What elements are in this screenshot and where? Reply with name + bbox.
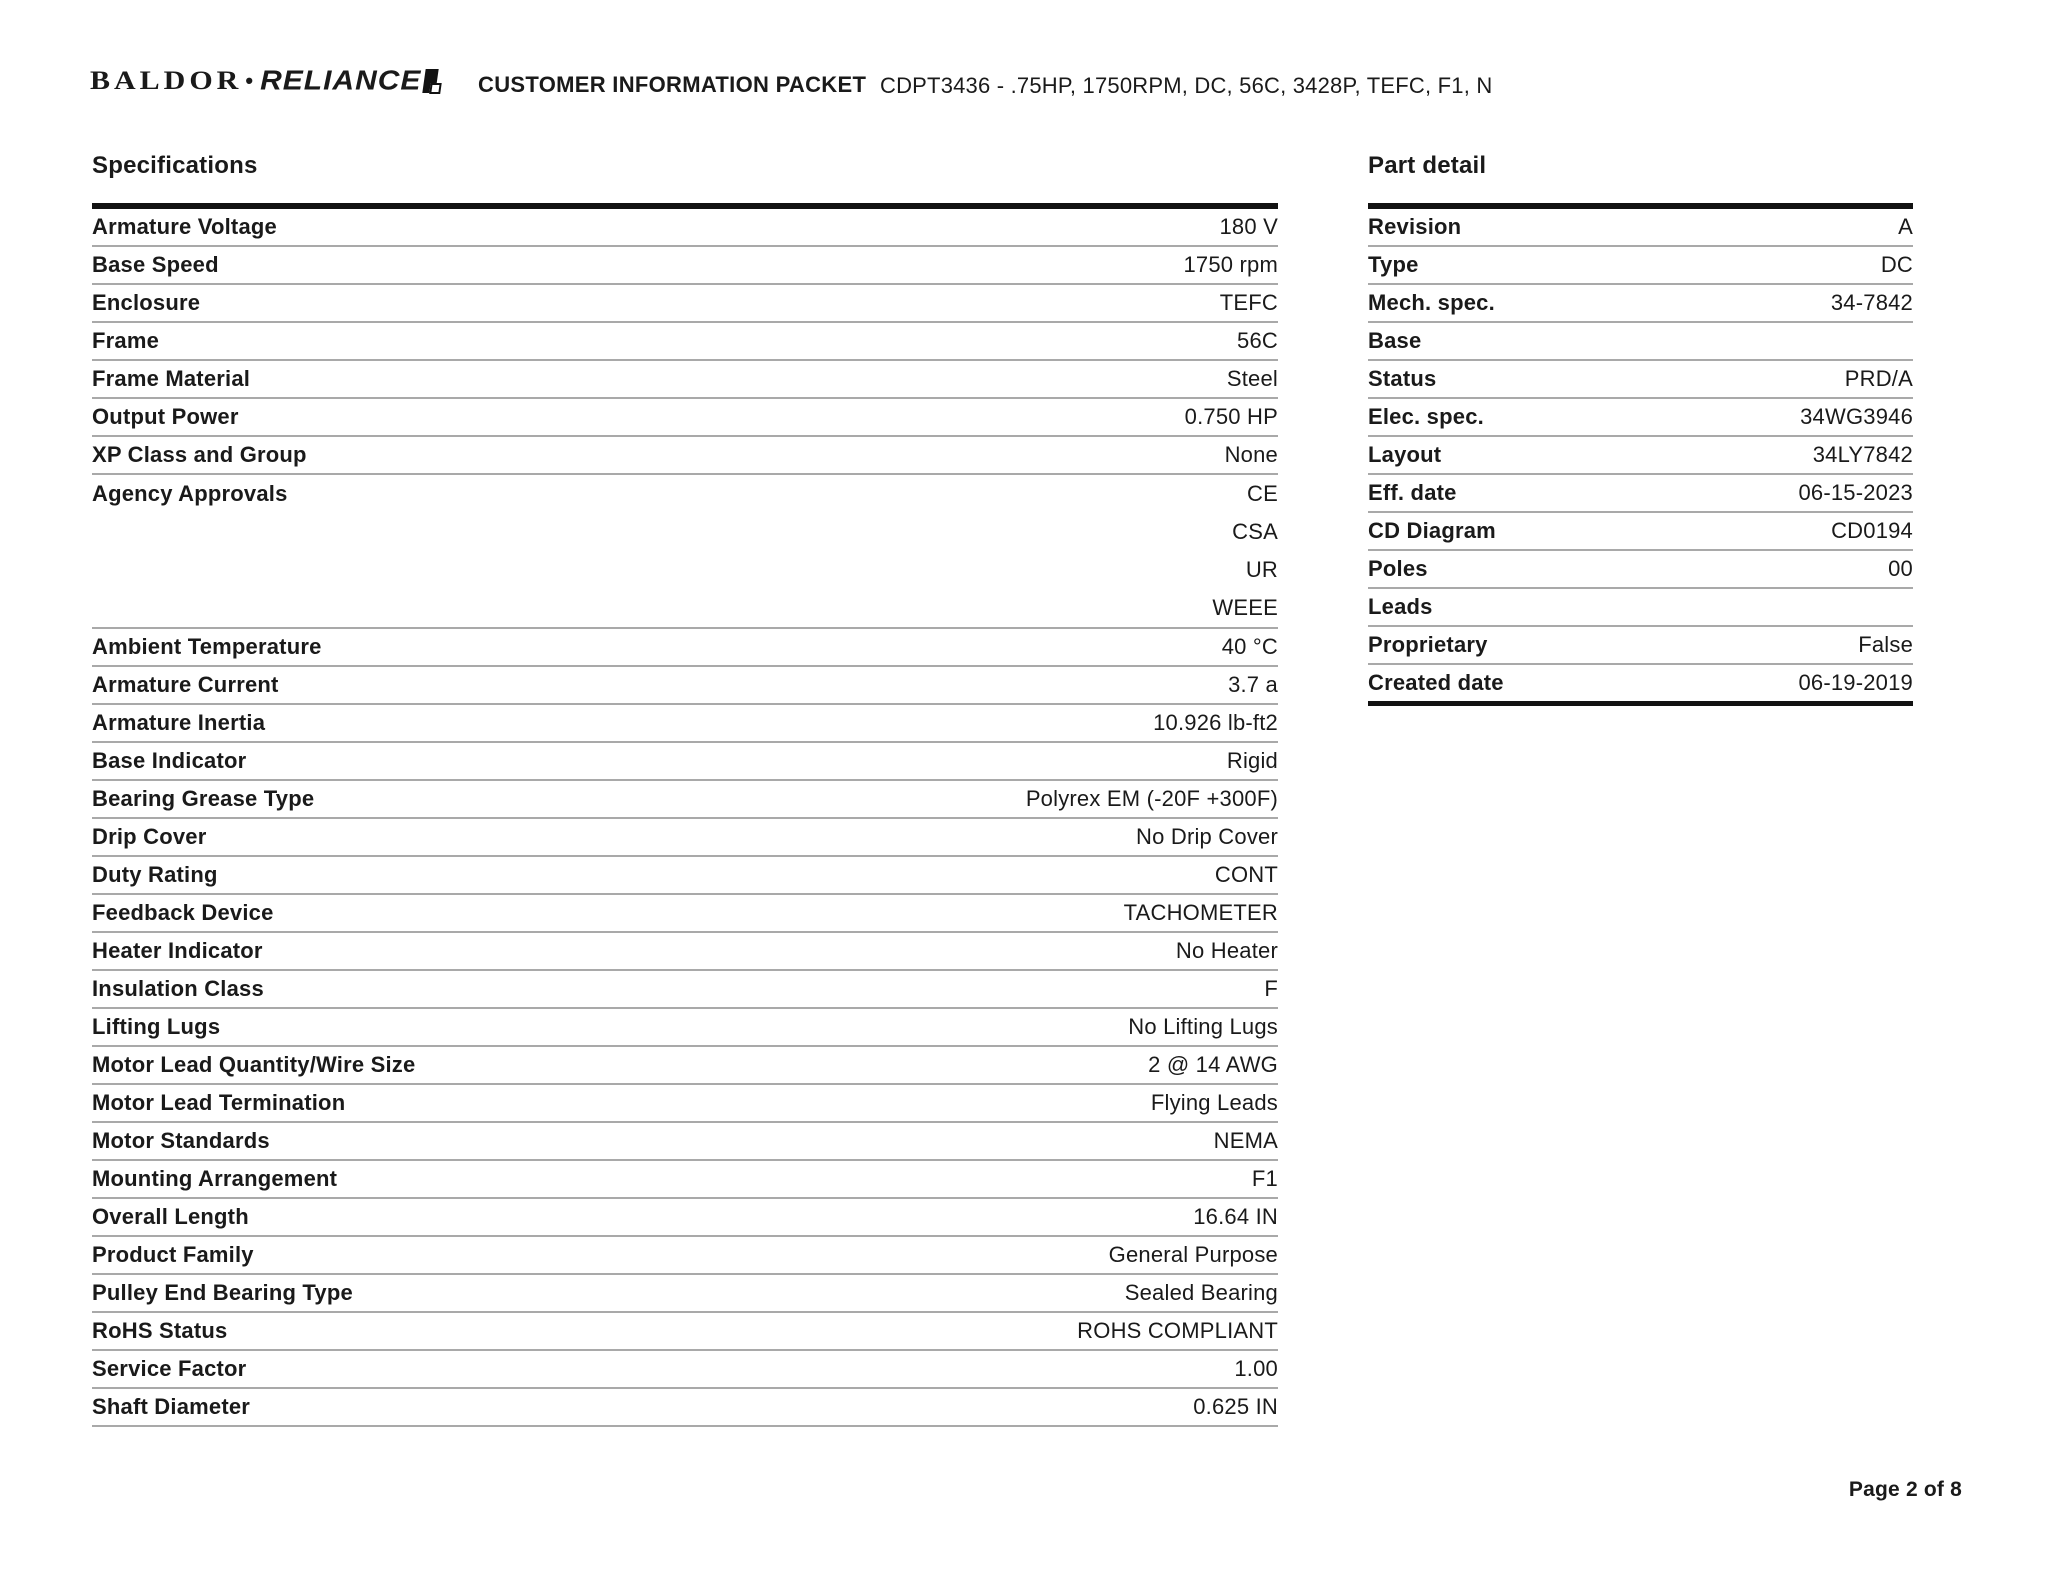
- spec-row-value: 56C: [1237, 328, 1278, 353]
- spec-row-value: TACHOMETER: [1123, 900, 1278, 925]
- part-row-value: 06-19-2019: [1798, 670, 1913, 695]
- spec-row-value: 40 °C: [1221, 634, 1278, 659]
- spec-row: [92, 857, 1278, 895]
- part-row: [1368, 247, 1913, 285]
- part-row: [1368, 627, 1913, 665]
- part-row: [1368, 399, 1913, 437]
- part-row-value: DC: [1880, 252, 1913, 277]
- spec-row-value: Polyrex EM (-20F +300F): [1025, 786, 1278, 811]
- spec-row: [92, 705, 1278, 743]
- document-title: CUSTOMER INFORMATION PACKET: [478, 72, 867, 97]
- spec-row-label: Agency Approvals: [92, 481, 288, 506]
- part-row-value: 34WG3946: [1800, 404, 1913, 429]
- spec-row: [92, 285, 1278, 323]
- part-row: [1368, 285, 1913, 323]
- spec-row: [92, 1313, 1278, 1351]
- spec-row: [92, 933, 1278, 971]
- baldor-reliance-logo: [90, 64, 437, 98]
- spec-row-value: 1.00: [1234, 1356, 1278, 1381]
- spec-row-label: Shaft Diameter: [92, 1394, 251, 1419]
- spec-row-value: 10.926 lb-ft2: [1153, 710, 1278, 735]
- spec-row-value: 0.625 IN: [1193, 1394, 1278, 1419]
- part-row-label: Leads: [1368, 594, 1433, 619]
- part-row-label: Created date: [1368, 670, 1504, 695]
- spec-row-label: Duty Rating: [92, 862, 218, 887]
- part-row: [1368, 323, 1913, 361]
- part-row-label: Poles: [1368, 556, 1428, 581]
- part-row-value: CD0194: [1831, 518, 1913, 543]
- spec-row-label: Armature Voltage: [92, 214, 277, 239]
- spec-row-value: Steel: [1226, 366, 1278, 391]
- spec-row-value: General Purpose: [1108, 1242, 1278, 1267]
- spec-row: [92, 629, 1278, 667]
- spec-row-value: CE CSA UR WEEE: [1212, 481, 1278, 620]
- part-row-label: Base: [1368, 328, 1422, 353]
- spec-row-value: 180 V: [1219, 214, 1278, 239]
- part-row: [1368, 437, 1913, 475]
- spec-row-label: Insulation Class: [92, 976, 264, 1001]
- part-row-value: 34LY7842: [1812, 442, 1913, 467]
- spec-row: [92, 1009, 1278, 1047]
- spec-row: [92, 1123, 1278, 1161]
- part-row-label: Type: [1368, 252, 1419, 277]
- spec-row-label: Motor Standards: [92, 1128, 270, 1153]
- spec-row-label: Service Factor: [92, 1356, 247, 1381]
- spec-row: [92, 895, 1278, 933]
- spec-row-value: ROHS COMPLIANT: [1077, 1318, 1278, 1343]
- spec-row: [92, 819, 1278, 857]
- spec-row-label: Frame Material: [92, 366, 251, 391]
- spec-row-label: Drip Cover: [92, 824, 207, 849]
- part-row: [1368, 589, 1913, 627]
- spec-row: [92, 1389, 1278, 1427]
- spec-row: [92, 323, 1278, 361]
- spec-row-label: Frame: [92, 328, 160, 353]
- spec-row: [92, 247, 1278, 285]
- part-row-label: Revision: [1368, 214, 1462, 239]
- trademark-icon: [423, 69, 439, 93]
- part-row: [1368, 209, 1913, 247]
- part-row-label: Eff. date: [1368, 480, 1457, 505]
- spec-row-label: Motor Lead Termination: [92, 1090, 346, 1115]
- spec-row-value: F1: [1251, 1166, 1278, 1191]
- spec-row-label: Heater Indicator: [92, 938, 263, 963]
- spec-row-value: 16.64 IN: [1193, 1204, 1278, 1229]
- part-row-value: 00: [1888, 556, 1913, 581]
- spec-row: [92, 475, 1278, 629]
- part-row-label: Mech. spec.: [1368, 290, 1495, 315]
- spec-row-value: No Heater: [1175, 938, 1278, 963]
- part-row: [1368, 513, 1913, 551]
- logo-separator-dot-icon: •: [245, 68, 254, 93]
- spec-row-value: Flying Leads: [1150, 1090, 1278, 1115]
- part-row-label: Status: [1368, 366, 1437, 391]
- part-row-value: 06-15-2023: [1798, 480, 1913, 505]
- spec-row-label: Armature Inertia: [92, 710, 266, 735]
- specifications-table: [92, 203, 1278, 1427]
- part-row-label: Proprietary: [1368, 632, 1488, 657]
- spec-row-label: RoHS Status: [92, 1318, 228, 1343]
- spec-row: [92, 1351, 1278, 1389]
- spec-row-value: No Drip Cover: [1136, 824, 1278, 849]
- spec-row-value: NEMA: [1213, 1128, 1278, 1153]
- logo-reliance-text: RELIANCE: [260, 65, 422, 96]
- specifications-section: [92, 152, 1278, 1427]
- spec-row-label: Ambient Temperature: [92, 634, 322, 659]
- part-row: [1368, 665, 1913, 701]
- spec-row: [92, 399, 1278, 437]
- spec-row-value: None: [1224, 442, 1278, 467]
- spec-row-label: Overall Length: [92, 1204, 249, 1229]
- spec-row-label: Product Family: [92, 1242, 254, 1267]
- part-row-label: Elec. spec.: [1368, 404, 1484, 429]
- spec-row: [92, 1047, 1278, 1085]
- spec-row-label: Base Indicator: [92, 748, 247, 773]
- part-row-label: CD Diagram: [1368, 518, 1496, 543]
- spec-row-label: Feedback Device: [92, 900, 274, 925]
- part-row: [1368, 361, 1913, 399]
- spec-row-label: Mounting Arrangement: [92, 1166, 338, 1191]
- part-detail-table: [1368, 203, 1913, 706]
- spec-row-value: 3.7 a: [1228, 672, 1278, 697]
- spec-row-label: Motor Lead Quantity/Wire Size: [92, 1052, 416, 1077]
- spec-row-value: F: [1264, 976, 1278, 1001]
- spec-row-value: Rigid: [1226, 748, 1278, 773]
- part-detail-section: [1368, 152, 1913, 706]
- document-model-subtitle: CDPT3436 - .75HP, 1750RPM, DC, 56C, 3428P, TEFC, F1, N: [880, 73, 1493, 98]
- spec-row-value: 0.750 HP: [1184, 404, 1278, 429]
- spec-row: [92, 437, 1278, 475]
- page-number: Page 2 of 8: [1848, 1478, 1962, 1501]
- part-row: [1368, 551, 1913, 589]
- spec-row-value: CONT: [1214, 862, 1278, 887]
- part-row-value: PRD/A: [1844, 366, 1913, 391]
- spec-row-value: 2 @ 14 AWG: [1148, 1052, 1278, 1077]
- spec-row: [92, 667, 1278, 705]
- logo-baldor-text: BALDOR: [90, 66, 243, 96]
- spec-row: [92, 1161, 1278, 1199]
- spec-row-value: 1750 rpm: [1183, 252, 1278, 277]
- spec-row: [92, 1275, 1278, 1313]
- part-row-label: Layout: [1368, 442, 1442, 467]
- part-detail-heading: Part detail: [1368, 152, 1487, 179]
- spec-row-label: Output Power: [92, 404, 239, 429]
- spec-row-value: TEFC: [1219, 290, 1278, 315]
- spec-row: [92, 209, 1278, 247]
- spec-row: [92, 743, 1278, 781]
- spec-row: [92, 781, 1278, 819]
- part-row-value: 34-7842: [1830, 290, 1913, 315]
- spec-row-value: Sealed Bearing: [1124, 1280, 1278, 1305]
- spec-row-label: Pulley End Bearing Type: [92, 1280, 353, 1305]
- spec-row: [92, 971, 1278, 1009]
- spec-row: [92, 361, 1278, 399]
- spec-row-label: XP Class and Group: [92, 442, 307, 467]
- spec-row: [92, 1085, 1278, 1123]
- specifications-heading: Specifications: [92, 152, 258, 179]
- spec-row-label: Base Speed: [92, 252, 219, 277]
- spec-row: [92, 1199, 1278, 1237]
- spec-row: [92, 1237, 1278, 1275]
- part-row: [1368, 475, 1913, 513]
- part-row-value: False: [1858, 632, 1913, 657]
- spec-row-value: No Lifting Lugs: [1128, 1014, 1278, 1039]
- spec-row-label: Enclosure: [92, 290, 201, 315]
- spec-row-label: Lifting Lugs: [92, 1014, 221, 1039]
- spec-row-label: Armature Current: [92, 672, 279, 697]
- part-row-value: A: [1898, 214, 1913, 239]
- spec-row-label: Bearing Grease Type: [92, 786, 315, 811]
